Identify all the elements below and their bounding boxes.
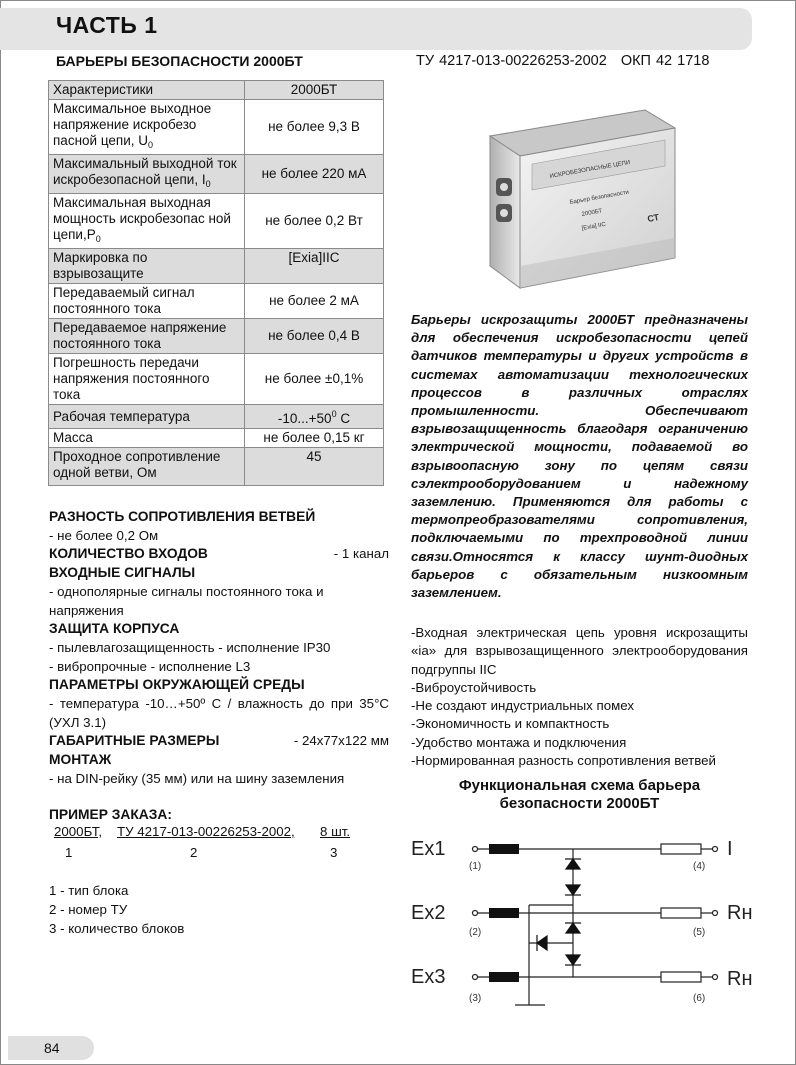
param-heading: ВХОДНЫЕ СИГНАЛЫ (49, 565, 196, 581)
table-header-row (49, 81, 384, 100)
table-cell-value: $-10...+50^0$ С (245, 405, 384, 429)
diode-icon (566, 955, 580, 965)
spec-table (48, 80, 384, 486)
table-cell-name: Маркировка по взрывозащите (49, 249, 245, 284)
table-cell-name: Погрешность передачи напряжения постоянного тока (49, 354, 245, 405)
fuse-icon (661, 972, 701, 982)
order-num-2: 2 (190, 845, 198, 860)
table-cell-value: не более 0,15 кг (245, 429, 384, 448)
features-list (411, 624, 748, 770)
table-row (49, 100, 384, 155)
param-value: - температура -10…+50º С / влажность до при 35°С (УХЛ 3.1) (49, 696, 389, 730)
param-heading: МОНТАЖ (49, 752, 112, 768)
legend-item: 2 - номер ТУ (49, 902, 128, 917)
param-heading: ПАРАМЕТРЫ ОКРУЖАЮЩЕЙ СРЕДЫ (49, 677, 305, 693)
input-label-ex1: Ex1 (411, 838, 446, 860)
table-cell-value: не более 9,3 В (245, 100, 384, 155)
table-cell-value: не более 0,2 Вт (245, 194, 384, 249)
table-header-cell: 2000БТ (245, 81, 384, 100)
feature-item: -Не создают индустриальных помех (411, 698, 634, 714)
output-label-1: I (727, 838, 733, 860)
order-part-1: 2000БТ, (54, 824, 103, 839)
pin-label: (4) (693, 861, 706, 872)
parameters-block (49, 508, 389, 789)
table-row (49, 194, 384, 249)
device-label-3: 2000БТ (581, 208, 603, 218)
device-label-1: ИСКРОБЕЗОПАСНЫЕ ЦЕПИ (549, 159, 631, 180)
section-title: БАРЬЕРЫ БЕЗОПАСНОСТИ 2000БТ (56, 53, 303, 69)
table-row (49, 155, 384, 194)
param-value: - на DIN-рейку (35 мм) или на шину заземления (49, 770, 345, 786)
table-row (49, 405, 384, 429)
output-label-2: Rн (727, 902, 753, 924)
fuse-icon (661, 844, 701, 854)
param-value: - вибропрочные - исполнение L3 (49, 658, 251, 674)
order-num-1: 1 (65, 845, 73, 860)
tu-line (416, 53, 709, 69)
resistor-icon (489, 972, 519, 982)
param-value: - 1 канал (333, 546, 389, 562)
order-num-3: 3 (330, 845, 338, 860)
pin-label: (1) (469, 861, 482, 872)
table-row (49, 319, 384, 354)
pin-label: (5) (693, 927, 706, 938)
order-title: ПРИМЕР ЗАКАЗА: (49, 807, 172, 822)
param-value: - однополярные сигналы постоянного тока и напряжения (49, 583, 324, 618)
functional-scheme (405, 825, 755, 1015)
feature-item: -Экономичность и компактность (411, 716, 610, 732)
page-number: 84 (44, 1040, 60, 1056)
table-cell-name: Максимальный выходной ток искробезопасной цепи, $I_0$ (49, 155, 245, 194)
okp-number: ОКП 42 1718 (620, 53, 710, 69)
table-row (49, 284, 384, 319)
table-cell-value: не более 220 мА (245, 155, 384, 194)
output-label-3: Rн (727, 968, 753, 990)
device-image (470, 106, 680, 291)
diode-icon (566, 923, 580, 933)
table-cell-name: Рабочая температура (49, 405, 245, 429)
table-row (49, 249, 384, 284)
legend-item: 3 - количество блоков (49, 921, 185, 936)
table-cell-value: [Exia]IIC (245, 249, 384, 284)
input-label-ex2: Ex2 (411, 902, 446, 924)
legend-item: 1 - тип блока (49, 883, 129, 898)
diode-icon (537, 936, 547, 950)
table-cell-value: 45 (245, 448, 384, 486)
device-label-2: Барьер безопасности (569, 189, 630, 206)
diode-icon (566, 859, 580, 869)
feature-item: -Входная электрическая цепь уровня искрозащиты «ia» для взрывозащищенного электрооборудования подгруппы IIC (411, 625, 748, 677)
feature-item: -Удобство монтажа и подключения (411, 734, 627, 750)
order-part-3: 8 шт. (320, 824, 351, 839)
resistor-icon (489, 844, 519, 854)
param-heading: ЗАЩИТА КОРПУСА (49, 621, 180, 637)
device-label-4: [Exia] IIC (581, 221, 607, 232)
table-cell-name: Максимальная выходная мощность искробезопас ной $цепи,P_0$ (49, 194, 245, 249)
param-row (49, 545, 389, 564)
param-row (49, 732, 389, 751)
pin-label: (2) (469, 927, 482, 938)
table-cell-value: не более 0,4 В (245, 319, 384, 354)
param-heading: РАЗНОСТЬ СОПРОТИВЛЕНИЯ ВЕТВЕЙ (49, 509, 316, 524)
feature-item: -Нормированная разность сопротивления ветвей (411, 753, 716, 769)
table-row (49, 354, 384, 405)
table-cell-value: не более ±0,1% (245, 354, 384, 405)
part-title: ЧАСТЬ 1 (56, 12, 158, 38)
order-part-2: ТУ 4217-013-00226253-2002, (117, 824, 295, 839)
input-label-ex3: Ex3 (411, 966, 446, 988)
resistor-icon (489, 908, 519, 918)
table-cell-name: Максимальное выходное напряжение искробезо пасной цепи, $U_0$ (49, 100, 245, 155)
order-legend (49, 881, 184, 938)
table-cell-name: Передаваемый сигнал постоянного тока (49, 284, 245, 319)
table-cell-name: Масса (49, 429, 245, 448)
table-header-cell: Характеристики (49, 81, 245, 100)
scheme-title: Функциональная схема барьера безопасности 2000БТ (458, 777, 701, 812)
device-logo: СТ (646, 212, 660, 224)
fuse-icon (661, 908, 701, 918)
diode-icon (566, 885, 580, 895)
param-value: - пылевлагозащищенность - исполнение IP30 (49, 639, 331, 655)
table-cell-name: Передаваемое напряжение постоянного тока (49, 319, 245, 354)
param-heading: КОЛИЧЕСТВО ВХОДОВ (49, 546, 208, 562)
table-cell-name: Проходное сопротивление одной ветви, Ом (49, 448, 245, 486)
pin-label: (3) (469, 993, 482, 1004)
table-row (49, 448, 384, 486)
param-heading: ГАБАРИТНЫЕ РАЗМЕРЫ (49, 733, 220, 749)
tu-number: ТУ 4217-013-00226253-2002 (416, 53, 607, 69)
feature-item: -Виброустойчивость (411, 679, 537, 695)
pin-label: (6) (693, 993, 706, 1004)
table-row (49, 429, 384, 448)
description: Барьеры искрозащиты 2000БТ предназначены для обеспечения искробезопасности цепей датчиков температуры и других устройств в системах автоматизации технологических процессов в различных отраслях промышленности. Обеспечивают взрывозащищенность благодаря ограничению электрической мощности, подаваемой во взрывоопасную зону по цепям связи сэлектрооборудованием и надежному заземлению. Применяются для работы с термопреобразователями сопротивления, подключаемыми по трехпроводной линии связи.Относятся к классу шунт-диодных барьеров с обязательным низкоомным заземлением. (411, 312, 748, 601)
param-value: - 24х77х122 мм (293, 733, 389, 749)
param-value: - не более 0,2 Ом (49, 527, 159, 543)
table-cell-value: не более 2 мА (245, 284, 384, 319)
